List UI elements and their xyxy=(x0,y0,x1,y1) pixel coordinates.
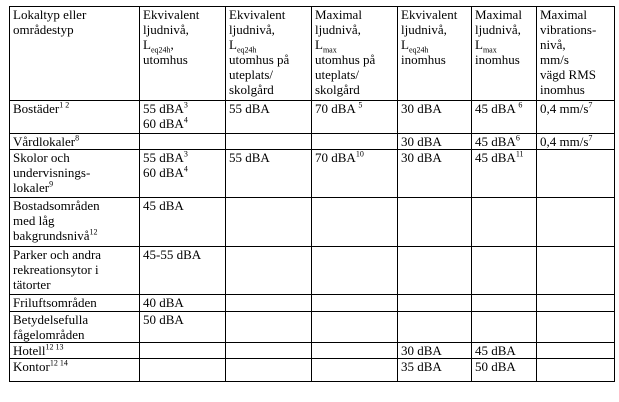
eq-yard-cell: 55 dBA xyxy=(226,150,312,198)
max-yard-cell xyxy=(312,295,398,312)
eq-yard-cell: 55 dBA xyxy=(226,101,312,134)
header-row xyxy=(10,7,615,101)
table-row xyxy=(10,343,615,359)
eq-outdoor-cell xyxy=(140,359,226,382)
area-type-cell: Kontor$^{12 14}$ xyxy=(10,359,140,382)
eq-yard-cell xyxy=(226,247,312,295)
eq-yard-cell xyxy=(226,198,312,247)
max-yard-cell xyxy=(312,359,398,382)
vibration-cell xyxy=(537,198,615,247)
eq-outdoor-cell: 55 dBA$^3$ 60 dBA$^4$ xyxy=(140,101,226,134)
vibration-cell xyxy=(537,150,615,198)
eq-indoor-cell xyxy=(398,247,472,295)
vibration-cell xyxy=(537,247,615,295)
eq-yard-cell xyxy=(226,312,312,343)
header-vibration: Maximal vibrations- nivå, mm/s vägd RMS inomhus xyxy=(537,7,615,101)
table-row xyxy=(10,134,615,150)
noise-guideline-table xyxy=(9,6,615,382)
max-yard-cell: 70 dBA $^5$ xyxy=(312,101,398,134)
table-row xyxy=(10,101,615,134)
header-eq-indoor: Ekvivalent ljudnivå, $L_{eq24h}$ inomhus xyxy=(398,7,472,101)
header-max-yard: Maximal ljudnivå, $L_{max}$ utomhus på uteplats/ skolgård xyxy=(312,7,398,101)
max-indoor-cell: 45 dBA xyxy=(472,343,537,359)
eq-outdoor-cell: 45 dBA xyxy=(140,198,226,247)
max-yard-cell: 70 dBA$^{10}$ xyxy=(312,150,398,198)
max-yard-cell xyxy=(312,312,398,343)
max-yard-cell xyxy=(312,134,398,150)
vibration-cell xyxy=(537,312,615,343)
vibration-cell xyxy=(537,295,615,312)
eq-indoor-cell: 30 dBA xyxy=(398,134,472,150)
eq-indoor-cell xyxy=(398,295,472,312)
table-row xyxy=(10,247,615,295)
vibration-cell: 0,4 $mm/s^7$ xyxy=(537,101,615,134)
eq-yard-cell xyxy=(226,343,312,359)
max-yard-cell xyxy=(312,198,398,247)
area-type-cell: Betydelsefulla fågelområden xyxy=(10,312,140,343)
eq-outdoor-cell: 40 dBA xyxy=(140,295,226,312)
eq-indoor-cell: 30 dBA xyxy=(398,343,472,359)
area-type-cell: Friluftsområden xyxy=(10,295,140,312)
eq-yard-cell xyxy=(226,295,312,312)
table-row xyxy=(10,312,615,343)
max-indoor-cell xyxy=(472,312,537,343)
max-indoor-cell: 50 dBA xyxy=(472,359,537,382)
eq-indoor-cell: 35 dBA xyxy=(398,359,472,382)
max-indoor-cell: 45 dBA$^6$ xyxy=(472,134,537,150)
max-indoor-cell xyxy=(472,247,537,295)
header-max-indoor: Maximal ljudnivå, $L_{max}$ inomhus xyxy=(472,7,537,101)
eq-outdoor-cell xyxy=(140,343,226,359)
eq-indoor-cell xyxy=(398,198,472,247)
max-yard-cell xyxy=(312,343,398,359)
area-type-cell: Parker och andra rekreationsytor i tätorter xyxy=(10,247,140,295)
table-row xyxy=(10,198,615,247)
header-eq-yard: Ekvivalent ljudnivå, $L_{eq24h}$ utomhus på uteplats/ skolgård xyxy=(226,7,312,101)
max-yard-cell xyxy=(312,247,398,295)
max-indoor-cell: 45 dBA $^6$ xyxy=(472,101,537,134)
table-row xyxy=(10,150,615,198)
area-type-cell: Vårdlokaler$^8$ xyxy=(10,134,140,150)
table-row xyxy=(10,359,615,382)
vibration-cell xyxy=(537,359,615,382)
area-type-cell: Bostäder$^{1 2}$ xyxy=(10,101,140,134)
max-indoor-cell xyxy=(472,295,537,312)
header-area-type: Lokaltyp eller områdestyp xyxy=(10,7,140,101)
eq-indoor-cell: 30 dBA xyxy=(398,101,472,134)
eq-yard-cell xyxy=(226,359,312,382)
header-eq-outdoor: Ekvivalent ljudnivå, $L_{eq24h}$, utomhus xyxy=(140,7,226,101)
eq-outdoor-cell: 50 dBA xyxy=(140,312,226,343)
area-type-cell: Skolor och undervisnings- lokaler$^9$ xyxy=(10,150,140,198)
max-indoor-cell xyxy=(472,198,537,247)
area-type-cell: Hotell$^{12 13}$ xyxy=(10,343,140,359)
vibration-cell xyxy=(537,343,615,359)
area-type-cell: Bostadsområden med låg bakgrundsnivå$^{12}$ xyxy=(10,198,140,247)
eq-outdoor-cell: 55 dBA$^3$ 60 dBA$^4$ xyxy=(140,150,226,198)
table-row xyxy=(10,295,615,312)
eq-outdoor-cell: 45-55 dBA xyxy=(140,247,226,295)
eq-yard-cell xyxy=(226,134,312,150)
eq-indoor-cell: 30 dBA xyxy=(398,150,472,198)
max-indoor-cell: 45 dBA$^{11}$ xyxy=(472,150,537,198)
eq-outdoor-cell xyxy=(140,134,226,150)
vibration-cell: 0,4 $mm/s^7$ xyxy=(537,134,615,150)
eq-indoor-cell xyxy=(398,312,472,343)
